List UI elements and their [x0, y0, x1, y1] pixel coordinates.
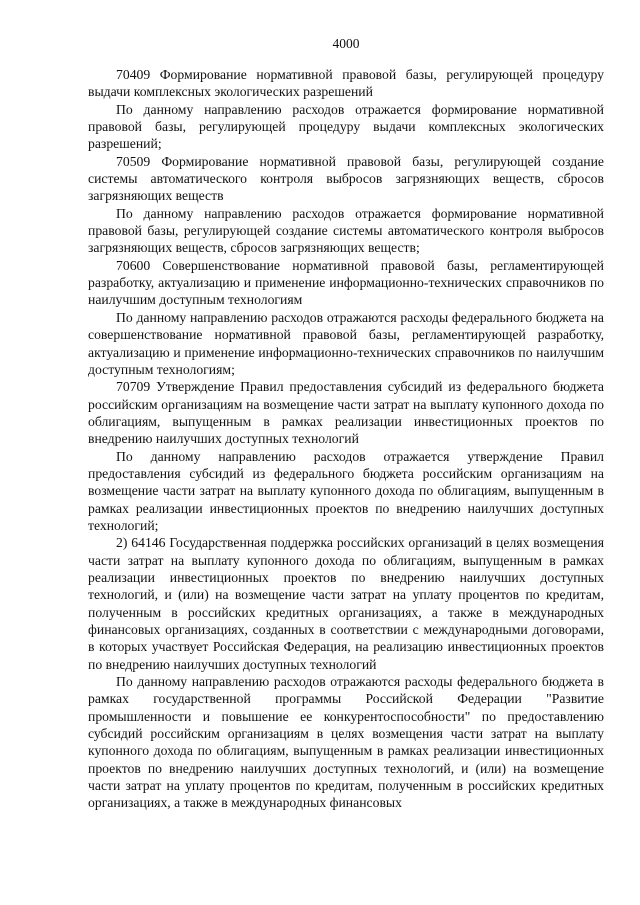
- paragraph-64146-description: По данному направлению расходов отражаются расходы федерального бюджета в рамках государственной программы Российской Федерации "Развитие промышленности и повышение ее конкурентоспособности" по предоставлению субсидий российским организациям в целях возмещения части затрат на выплату купонного дохода по облигациям, выпущенным в рамках реализации инвестиционных проектов по внедрению наилучших доступных технологий, и (или) на возмещение части затрат на уплату процентов по кредитам, полученным в российских кредитных организациях, а также в международных финансовых: [88, 674, 604, 811]
- document-body: [88, 66, 604, 812]
- paragraph-70600-heading: 70600 Совершенствование нормативной правовой базы, регламентирующей разработку, актуализацию и применение информационно-технических справочников по наилучшим доступным технологиям: [88, 257, 604, 308]
- paragraph-70600-description: По данному направлению расходов отражаются расходы федерального бюджета на совершенствование нормативной правовой базы, регламентирующей разработку, актуализацию и применение информационно-технических справочников по наилучшим доступным технологиям;: [88, 309, 604, 377]
- paragraph-70709-heading: 70709 Утверждение Правил предоставления субсидий из федерального бюджета российским организациям на возмещение части затрат на выплату купонного дохода по облигациям, выпущенным в рамках реализации инвестиционных проектов по внедрению наилучших доступных технологий: [88, 379, 604, 447]
- paragraph-70509-description: По данному направлению расходов отражается формирование нормативной правовой базы, регулирующей создание системы автоматического контроля выбросов загрязняющих веществ, сбросов загрязняющих веществ;: [88, 205, 604, 256]
- page-number: 4000: [332, 36, 360, 51]
- paragraph-70709-description: По данному направлению расходов отражается утверждение Правил предоставления субсидий из федерального бюджета российским организациям на возмещение части затрат на выплату купонного дохода по облигациям, выпущенным в рамках реализации инвестиционных проектов по внедрению наилучших доступных технологий;: [88, 448, 604, 533]
- paragraph-64146-heading: 2) 64146 Государственная поддержка российских организаций в целях возмещения части затрат на выплату купонного дохода по облигациям, выпущенным в рамках реализации инвестиционных проектов по внедрению наилучших доступных технологий, и (или) на возмещение части затрат на уплату процентов по кредитам, полученным в российских кредитных организациях, а также в международных финансовых организациях, созданных в соответствии с международными договорами, в которых участвует Российская Федерация, на реализацию инвестиционных проектов по внедрению наилучших доступных технологий: [88, 535, 604, 672]
- paragraph-70409-heading: 70409 Формирование нормативной правовой базы, регулирующей процедуру выдачи комплексных экологических разрешений: [88, 67, 604, 100]
- paragraph-70409-description: По данному направлению расходов отражается формирование нормативной правовой базы, регулирующей процедуру выдачи комплексных экологических разрешений;: [88, 101, 604, 152]
- paragraph-70509-heading: 70509 Формирование нормативной правовой базы, регулирующей создание системы автоматического контроля выбросов загрязняющих веществ, сбросов загрязняющих веществ: [88, 153, 604, 204]
